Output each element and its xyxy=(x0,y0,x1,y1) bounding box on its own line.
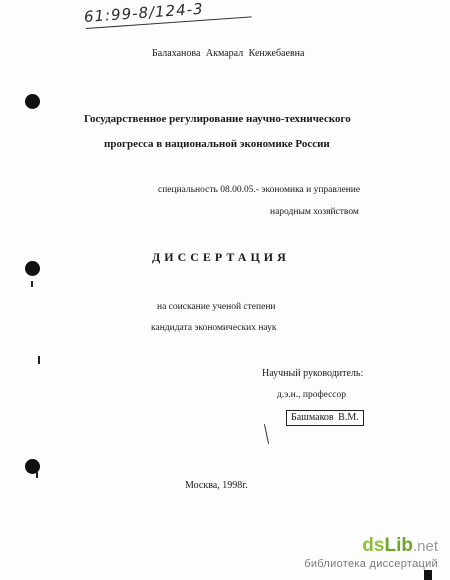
title-line-1: Государственное регулирование научно-технического xyxy=(84,113,351,125)
document-type: ДИССЕРТАЦИЯ xyxy=(152,250,290,264)
title-line-2: прогресса в национальной экономике России xyxy=(104,138,330,150)
watermark-caption: библиотека диссертаций xyxy=(304,558,438,570)
punch-hole-middle xyxy=(25,261,40,276)
place-and-year: Москва, 1998г. xyxy=(185,480,248,491)
punch-hole-top xyxy=(25,94,40,109)
supervisor-title: д.э.н., профессор xyxy=(277,390,346,400)
degree-line-2: кандидата экономических наук xyxy=(151,323,277,333)
archive-number-handwritten: 61:99-8/124-3 xyxy=(83,0,205,26)
supervisor-name: Башмаков В.М. xyxy=(286,410,364,426)
page-corner-mark xyxy=(424,570,432,580)
degree-line-1: на соискание ученой степени xyxy=(157,302,276,312)
logo-net: .net xyxy=(412,538,438,555)
dslib-watermark xyxy=(304,536,438,570)
author-name: Балаханова Акмарал Кенжебаевна xyxy=(152,48,305,59)
specialty-line-2: народным хозяйством xyxy=(270,207,359,217)
scan-mark xyxy=(36,472,38,478)
pen-stroke-mark xyxy=(264,424,269,444)
supervisor-label: Научный руководитель: xyxy=(262,368,364,379)
scan-mark xyxy=(38,356,40,364)
logo-lib: Lib xyxy=(384,535,413,556)
logo-ds: ds xyxy=(362,535,385,556)
specialty-line-1: специальность 08.00.05.- экономика и управление xyxy=(158,185,361,195)
scan-mark xyxy=(31,281,33,287)
dslib-logo xyxy=(304,536,438,555)
